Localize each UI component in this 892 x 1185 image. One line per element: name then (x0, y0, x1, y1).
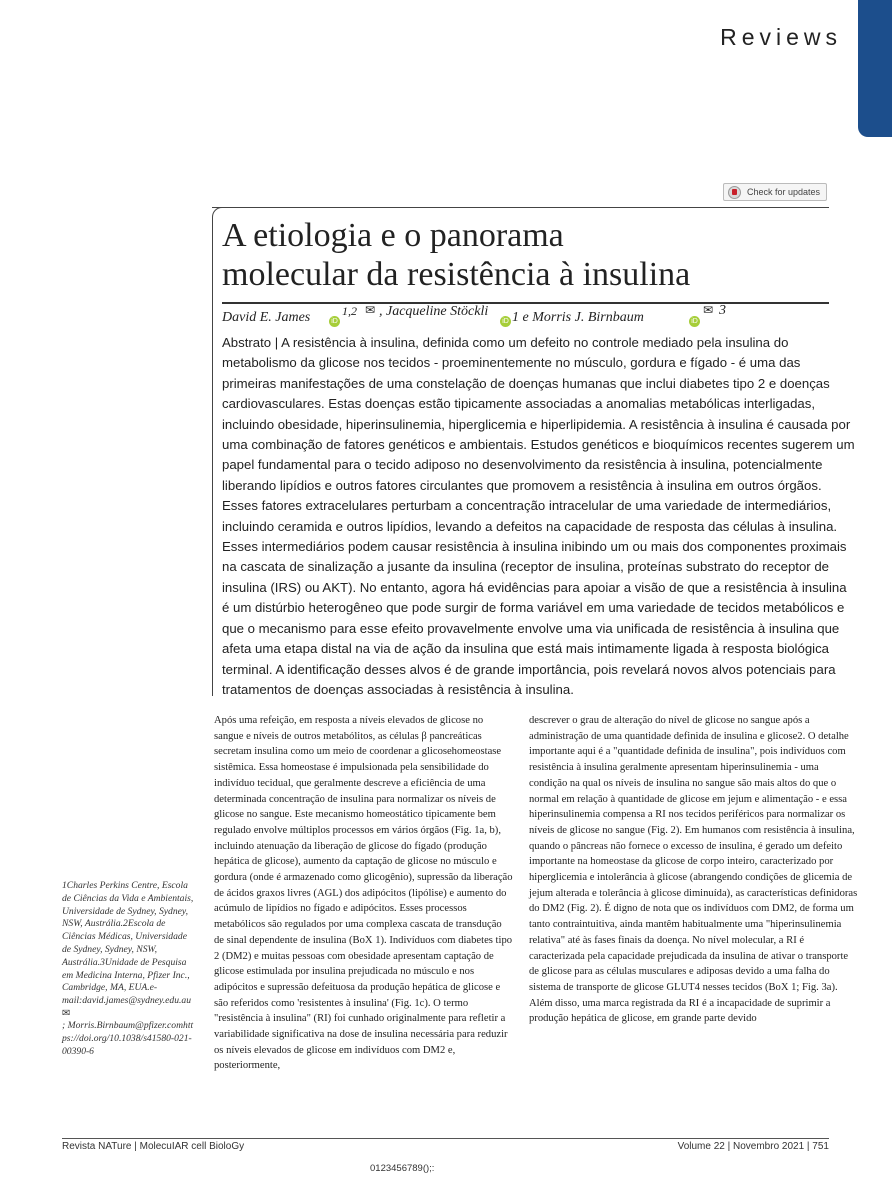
check-for-updates-label: Check for updates (747, 187, 821, 197)
footer-volume: Volume 22 | Novembro 2021 | 751 (677, 1141, 829, 1152)
orcid-icon[interactable]: iD (689, 316, 700, 327)
affiliations (62, 880, 197, 1058)
footer-code: 0123456789();: (370, 1163, 435, 1174)
title-line-2: molecular da resistência à insulina (222, 256, 691, 293)
title-frame-left (212, 220, 213, 696)
check-for-updates-button[interactable] (723, 183, 827, 201)
author-2-affiliation-and-author-3: 1 e Morris J. Birnbaum (512, 310, 644, 325)
affiliations-text: 1Charles Perkins Centre, Escola de Ciências da Vida e Ambientais, Universidade de Sydney, Sydney, NSW, Austrália.2Escola de Ciências Médicas, Universidade de Sydney, Sydney, NSW, Austrália.3Unidade de Pesquisa em Medicina Interna, Pfizer Inc., Cambridge, MA, EUA.e-mail:david.james@sydney.edu.au (62, 880, 194, 1007)
title-line-1: A etiologia e o panorama (222, 217, 564, 254)
orcid-icon[interactable]: iD (329, 316, 340, 327)
article-title (222, 216, 822, 294)
author-1-affiliation: 1,2 (342, 304, 357, 318)
title-frame-top (212, 207, 829, 208)
author-2-name: , Jacqueline Stöckli (379, 304, 489, 319)
abstract: Abstrato | A resistência à insulina, definida como um defeito no controle mediado pela insulina do metabolismo da glicose nos tecidos - proeminentemente no músculo, gordura e fígado - é uma das primeiras manifestações de uma constelação de doenças humanas que inclui diabetes tipo 2 e doenças cardiovasculares. Estas doenças estão tipicamente associadas a anomalias metabólicas interligadas, incluindo obesidade, hiperinsulinemia, hiperglicemia e hiperlipidemia. A resistência à insulina é causada por uma combinação de fatores genéticos e ambientais. Estudos genéticos e bioquímicos recentes sugerem um papel fundamental para o tecido adiposo no desenvolvimento da resistência à insulina, potencialmente liberando lipídios e outros fatores circulantes que promovem a resistência à insulina em outros órgãos. Esses fatores extracelulares perturbam a concentração intracelular de uma variedade de intermediários, incluindo ceramida e outros lipídios, levando a defeitos na capacidade de resposta das células à insulina. Esses intermediários podem causar resistência à insulina inibindo um ou mais dos componentes proximais na cascata de sinalização a jusante da insulina (receptor de insulina, proteínas substrato do receptor de insulina (IRS) ou AKT). No entanto, agora há evidências para apoiar a visão de que a resistência à insulina é um distúrbio heterogêneo que pode surgir de forma variável em uma variedade de tecidos metabólicos e que o mecanismo para esse efeito provavelmente envolve uma via unificada de resistência à insulina que afeta uma etapa distal na via de ação da insulina que está mais intimamente ligada à resposta biológica terminal. A identificação desses alvos é de grande importância, pois revelará novos alvos potenciais para tratamentos de doenças associadas à resistência à insulina. (222, 335, 855, 697)
body-column-2: descrever o grau de alteração do nível de glicose no sangue após a administração de uma quantidade definida de insulina e glicose2. O detalhe importante aqui é a "quantidade definida de insulina", pois indivíduos com resistência à insulina geralmente apresentam hiperinsulinemia - uma condição na qual os níveis de insulina no sangue são mais altos do que o normal em relação à quantidade de glicose em jejum e alimentação - e essa hiperinsulinemia compensa a RI nos tecidos periféricos para normalizar os níveis de glicose no sangue (Fig. 2). Em humanos com resistência à insulina, quando o pâncreas não fornece o excesso de insulina, é gerado um defeito importante na homeostase da glicose de corpo inteiro, caracterizado por hiperglicemia e intolerância à glicose (abrangendo condições de glicemia de jejum alterada e tolerância à glicose diminuída), as características definidoras do DM2 (Fig. 2). É digno de nota que os indivíduos com DM2, de forma um tanto contraintuitiva, ainda mantêm habitualmente uma "hiperinsulinemia relativa" até às fases finais da doença. No nível molecular, a RI é caracterizada pela capacidade prejudicada da insulina de ativar o transporte de glicose para as células musculares e adiposas devido a uma falha do sistema de transporte de glicose GLUT4 nesses tecidos (BoX 1; Fig. 3a). Além disso, uma marca registrada da RI é a incapacidade de suprimir a produção hepática de glicose, em grande parte devido (529, 715, 858, 1025)
author-3-affiliation: 3 (719, 303, 726, 318)
affiliations-tail: ; Morris.Birnbaum@pfizer.comhtt ps://doi.org/10.1038/s41580-021-00390-6 (62, 1019, 194, 1057)
section-color-tab (858, 0, 892, 137)
email-icon: ✉ (62, 1007, 71, 1019)
body-column-1: Após uma refeição, em resposta a níveis elevados de glicose no sangue e níveis de outros metabólitos, as células β pancreáticas secretam insulina como um meio de coordenar a glicosehomeostase sistêmica. Essa homeostase é impulsionada pela sensibilidade do indivíduo tecidual, que geralmente descreve a eficiência de uma determinada concentração de insulina para normalizar os níveis de glicose no sangue. Este mecanismo homeostático tipicamente bem regulado envolve múltiplos processos em vários órgãos (Fig. 1a, b), incluindo atenuação da liberação de glicose do fígado (produção hepática de glicose), aumento da captação de glicose no músculo e gordura (onde é armazenado como glicogênio), supressão da liberação de ácidos graxos livres (AGL) dos adipócitos (lipólise) e aumento do acúmulo de lipídios no fígado e adipócitos. Esses processos metabólicos são regulados por uma complexa cascata de transdução de sinal dependente de insulina (BoX 1). Indivíduos com diabetes tipo 2 (DM2) e muitas pessoas com obesidade apresentam captação de glicose estimulada por insulina prejudicada no músculo e nos adipócitos e supressão defeituosa da produção hepática de glicose e são referidos como 'resistentes à insulina' (Fig. 1c). O termo "resistência à insulina" (RI) foi cunhado originalmente para refletir a variabilidade significativa na dose de insulina necessária para reduzir os níveis elevados de glicose em indivíduos com DM2 e, posteriormente, (214, 715, 513, 1072)
crossmark-icon (728, 186, 741, 199)
section-label: Reviews (720, 24, 842, 50)
title-rule (222, 302, 829, 304)
email-icon[interactable]: ✉ (365, 303, 376, 317)
footer-rule (62, 1138, 829, 1139)
footer-journal: Revista NATure | MolecuIAR cell BioloGy (62, 1141, 245, 1152)
author-1-name: David E. James (222, 310, 311, 325)
orcid-icon[interactable]: iD (500, 316, 511, 327)
email-icon[interactable]: ✉ (703, 303, 714, 317)
author-line (222, 303, 832, 330)
